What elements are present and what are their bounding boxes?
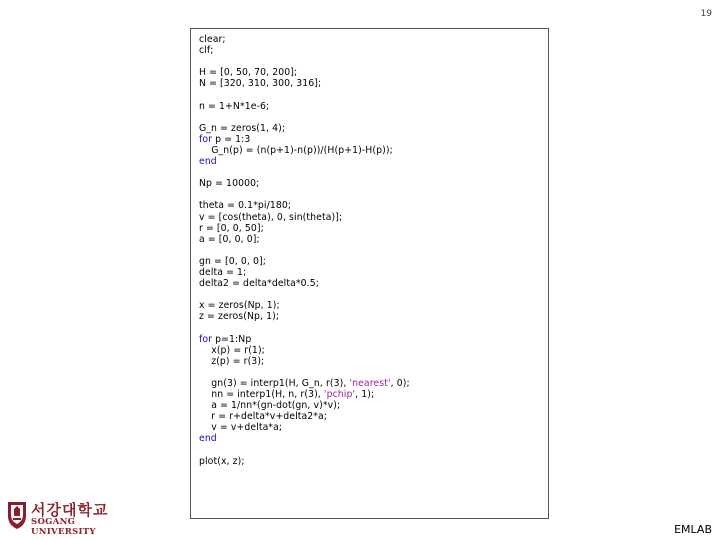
- code-line: [199, 123, 548, 134]
- code-line: [199, 311, 548, 322]
- code-line: [199, 145, 548, 156]
- code-line: [199, 433, 548, 444]
- code-line: [199, 300, 548, 311]
- code-line: [199, 444, 548, 455]
- code-text: , 1);: [355, 389, 375, 400]
- code-line: [199, 101, 548, 112]
- code-line: [199, 167, 548, 178]
- code-line: [199, 334, 548, 345]
- code-line: [199, 67, 548, 78]
- code-line: [199, 422, 548, 433]
- code-line: [199, 278, 548, 289]
- code-text: G_n = zeros(1, 4);: [199, 122, 286, 134]
- code-keyword: end: [199, 433, 217, 445]
- code-text: p = 1:3: [212, 133, 251, 145]
- page-number: 19: [700, 9, 712, 19]
- code-text: clf;: [199, 45, 214, 57]
- code-line: [199, 78, 548, 89]
- code-line: [199, 322, 548, 333]
- code-line: [199, 34, 548, 45]
- code-text: , 0);: [390, 377, 410, 389]
- code-text: x(p) = r(1);: [199, 344, 265, 356]
- code-line: [199, 200, 548, 211]
- code-text: n = 1+N*1e-6;: [199, 100, 270, 112]
- code-keyword: for: [199, 133, 213, 145]
- code-text: H = [0, 50, 70, 200];: [199, 67, 298, 79]
- code-text: z(p) = r(3);: [199, 355, 265, 367]
- code-text: r = r+delta*v+delta2*a;: [199, 411, 328, 423]
- code-text: N = [320, 310, 300, 316];: [199, 78, 322, 90]
- code-block: [190, 28, 549, 519]
- code-line: [199, 267, 548, 278]
- code-line: [199, 256, 548, 267]
- code-text: p=1:Np: [212, 333, 252, 345]
- code-text: theta = 0.1*pi/180;: [199, 200, 292, 212]
- logo-korean-text: 서강대학교: [31, 501, 109, 519]
- code-text: v = [cos(theta), 0, sin(theta)];: [199, 211, 343, 223]
- code-line: [199, 134, 548, 145]
- code-text: gn(3) = interp1(H, G_n, r(3),: [199, 377, 350, 389]
- code-keyword: end: [199, 156, 217, 168]
- code-text: clear;: [199, 34, 226, 45]
- code-line: [199, 156, 548, 167]
- code-line: [199, 456, 548, 467]
- code-line: [199, 289, 548, 300]
- logo-english-text: SOGANG UNIVERSITY: [31, 517, 96, 537]
- code-string: 'pchip': [323, 389, 356, 400]
- code-line: [199, 389, 548, 400]
- university-emblem-icon: [6, 500, 28, 530]
- code-text: gn = [0, 0, 0];: [199, 255, 266, 267]
- code-line: [199, 234, 548, 245]
- code-text: v = v+delta*a;: [199, 422, 283, 434]
- code-keyword: for: [199, 333, 213, 345]
- code-text: G_n(p) = (n(p+1)-n(p))/(H(p+1)-H(p));: [199, 144, 393, 156]
- code-line: [199, 411, 548, 422]
- code-text: plot(x, z);: [199, 455, 245, 467]
- code-text: delta = 1;: [199, 266, 247, 278]
- code-text: x = zeros(Np, 1);: [199, 300, 280, 312]
- code-line: [199, 378, 548, 389]
- code-text: r = [0, 0, 50];: [199, 222, 264, 234]
- code-line: [199, 212, 548, 223]
- code-text: delta2 = delta*delta*0.5;: [199, 278, 319, 290]
- code-string: 'nearest': [349, 377, 391, 389]
- code-line: [199, 367, 548, 378]
- lab-label: EMLAB: [674, 523, 712, 536]
- code-text: nn = interp1(H, n, r(3),: [199, 389, 324, 400]
- code-line: [199, 45, 548, 56]
- code-line: [199, 345, 548, 356]
- code-line: [199, 245, 548, 256]
- code-line: [199, 223, 548, 234]
- code-text: z = zeros(Np, 1);: [199, 311, 280, 323]
- code-line: [199, 89, 548, 100]
- code-text: a = [0, 0, 0];: [199, 233, 260, 245]
- code-line: [199, 189, 548, 200]
- code-line: [199, 178, 548, 189]
- code-text: Np = 10000;: [199, 178, 260, 190]
- university-logo: [6, 499, 110, 537]
- code-line: [199, 400, 548, 411]
- code-line: [199, 356, 548, 367]
- code-line: [199, 112, 548, 123]
- code-line: [199, 56, 548, 67]
- code-text: a = 1/nn*(gn-dot(gn, v)*v);: [199, 400, 341, 412]
